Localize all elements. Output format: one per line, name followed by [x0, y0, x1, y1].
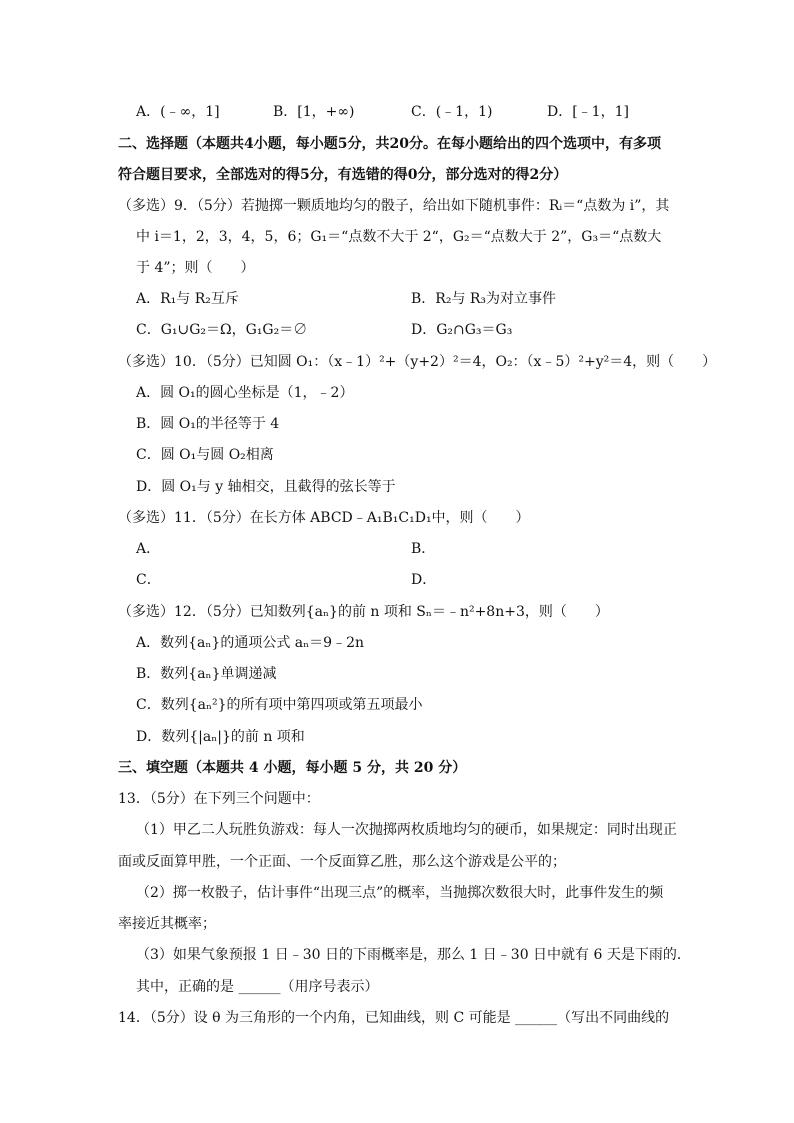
q9-stem-line3: 于 4”；则（ ） [136, 260, 255, 276]
q8-option-b: B．[1，+∞) [273, 104, 355, 120]
q10-stem: （多选）10．（5分）已知圆 O₁：（x﹣1）²+（y+2）²＝4，O₂：（x﹣5）²+y²＝4，则（ ） [118, 354, 717, 370]
q13-line6: 其中，正确的是 ______（用序号表示） [136, 979, 379, 995]
q11-option-d: D． [411, 572, 437, 588]
section3-title: 三、填空题（本题共 4 小题，每小题 5 分，共 20 分） [118, 760, 467, 776]
q9-option-c: C．G₁∪G₂＝Ω，G₁G₂＝∅ [136, 322, 308, 338]
q9-stem-line1: （多选）9．（5分）若抛掷一颗质地均匀的骰子，给出如下随机事件：Rᵢ＝“点数为 i”，其 [118, 198, 670, 214]
q13-line3: （2）掷一枚骰子，估计事件“出现三点”的概率，当抛掷次数很大时，此事件发生的频 [136, 885, 664, 901]
q13-line5: （3）如果气象预报 1 日﹣30 日的下雨概率是，那么 1 日﹣30 日中就有 6 天是下雨的． [136, 947, 691, 963]
q12-stem: （多选）12．（5分）已知数列{aₙ}的前 n 项和 Sₙ＝﹣n²+8n+3，则（ ） [118, 604, 609, 620]
q8-options [0, 102, 794, 122]
section2-title-line1: 二、选择题（本题共4小题，每小题5分，共20分。在每小题给出的四个选项中，有多项 [118, 136, 661, 152]
q12-option-d: D．数列{|aₙ|}的前 n 项和 [136, 729, 305, 745]
q8-option-d: D．[﹣1，1] [547, 104, 629, 120]
q9-option-d: D．G₂∩G₃＝G₃ [411, 322, 513, 338]
q13-line1: （1）甲乙二人玩胜负游戏：每人一次抛掷两枚质地均匀的硬币，如果规定：同时出现正 [136, 822, 677, 838]
q13-line2: 面或反面算甲胜，一个正面、一个反面算乙胜，那么这个游戏是公平的； [118, 854, 566, 870]
q10-option-c: C．圆 O₁与圆 O₂相离 [136, 447, 274, 463]
q9-option-a: A．R₁与 R₂互斥 [136, 291, 239, 307]
q10-option-a: A．圆 O₁的圆心坐标是（1，﹣2） [136, 385, 354, 401]
q12-option-b: B．数列{aₙ}单调递减 [136, 666, 277, 682]
q13-line4: 率接近其概率； [118, 916, 216, 932]
q11-option-c: C． [136, 572, 161, 588]
q11-option-a: A． [136, 541, 161, 557]
q12-option-c: C．数列{aₙ²}的所有项中第四项或第五项最小 [136, 697, 423, 713]
q11-stem: （多选）11．（5分）在长方体 ABCD﹣A₁B₁C₁D₁中，则（ ） [118, 510, 530, 526]
q8-option-c: C．(﹣1，1) [411, 104, 493, 120]
q13-stem: 13．（5分）在下列三个问题中： [118, 791, 320, 807]
q12-option-a: A．数列{aₙ}的通项公式 aₙ＝9﹣2n [136, 635, 365, 651]
q10-option-b: B．圆 O₁的半径等于 4 [136, 416, 280, 432]
q10-option-d: D．圆 O₁与 y 轴相交，且截得的弦长等于 [136, 479, 396, 495]
q9-option-b: B．R₂与 R₃为对立事件 [411, 291, 557, 307]
q11-option-b: B． [411, 541, 436, 557]
q8-option-a: A．(﹣∞，1] [136, 104, 220, 120]
section2-title-line2: 符合题目要求，全部选对的得5分，有选错的得0分，部分选对的得2分） [118, 167, 568, 183]
q9-stem-line2: 中 i＝1，2，3，4，5，6；G₁＝“点数不大于 2“，G₂＝“点数大于 2”，G₃＝“点数大 [136, 229, 662, 245]
q14-stem: 14．（5分）设 θ 为三角形的一个内角，已知曲线，则 C 可能是 ______（写出不同曲线的 [118, 1010, 670, 1026]
